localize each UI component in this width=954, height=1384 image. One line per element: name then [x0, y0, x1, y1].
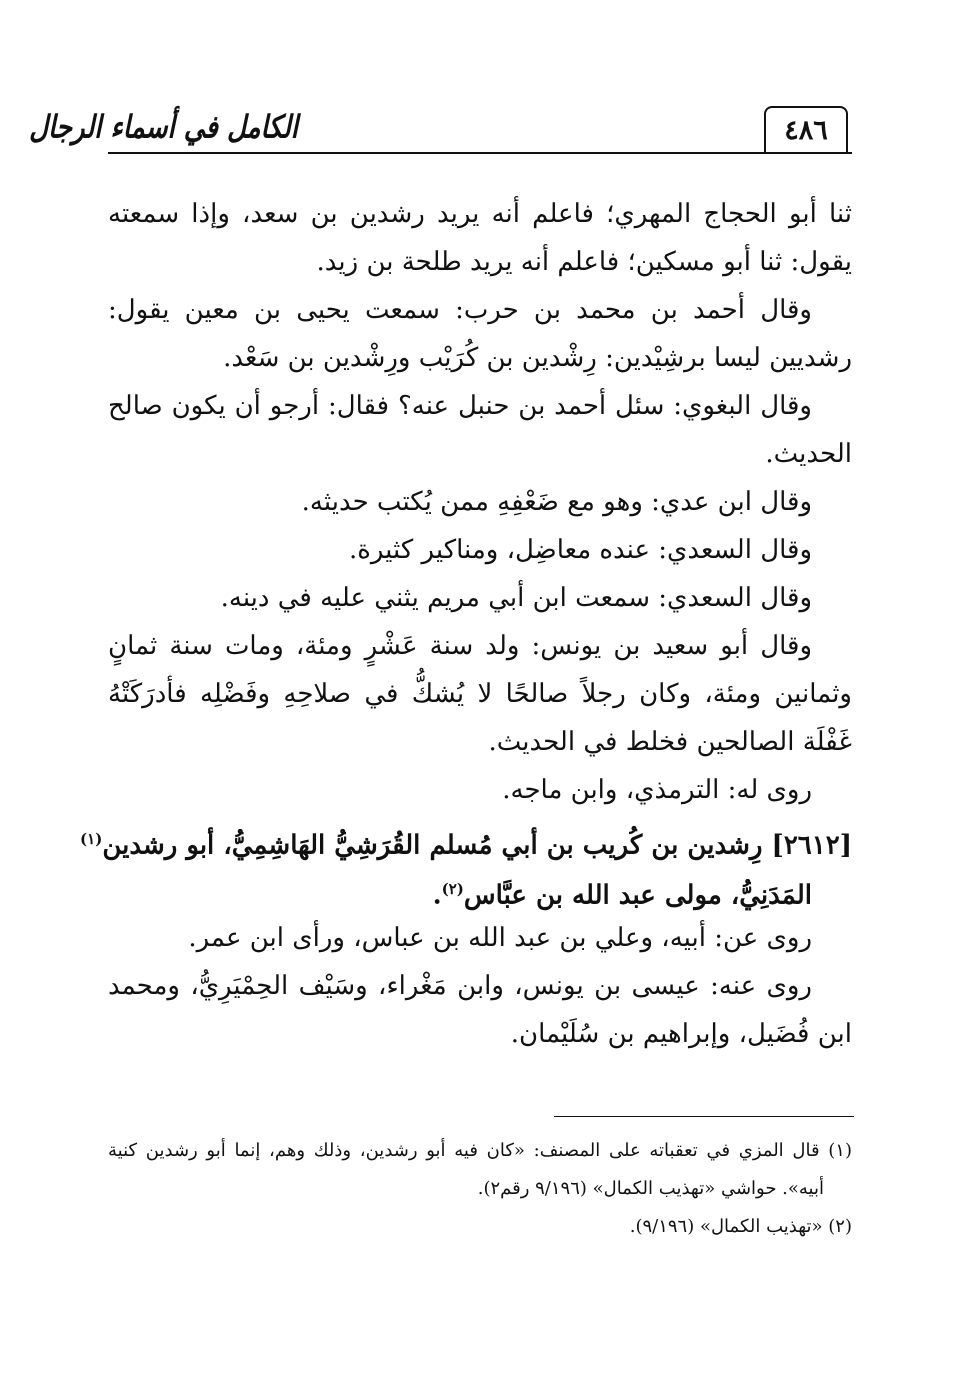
- footnote-ref: (٢): [441, 880, 464, 898]
- header-rule: [108, 152, 852, 154]
- entry-line: روى عنه: عيسى بن يونس، وابن مَغْراء، وسَيْف الحِمْيَرِيُّ، ومحمد: [108, 971, 812, 1001]
- entry-name: رِشدين بن كُريب بن أبي مُسلم القُرَشِيُّ الهَاشِمِيُّ، أبو رشدين: [102, 830, 763, 861]
- page-header: [29, 102, 852, 158]
- page-number: ٤٨٦: [764, 106, 848, 152]
- body-line: رشديين ليسا برشِيْدين: رِشْدين بن كُرَيْب ورِشْدين بن سَعْد.: [223, 343, 852, 373]
- body-line: الحديث.: [765, 439, 852, 469]
- footnote-line: (٢) «تهذيب الكمال» (٩/١٩٦).: [629, 1216, 852, 1237]
- body-line: وقال البغوي: سئل أحمد بن حنبل عنه؟ فقال: أرجو أن يكون صالح: [108, 391, 812, 421]
- body-line: ثنا أبو الحجاج المهري؛ فاعلم أنه يريد رشدين بن سعد، وإذا سمعته: [108, 199, 852, 229]
- footnote-line: (١) قال المزي في تعقباته على المصنف: «كان فيه أبو رشدين، وذلك وهم، إنما أبو رشدين كنية: [108, 1140, 852, 1161]
- body-line: وقال ابن عدي: وهو مع ضَعْفِهِ ممن يُكتب حديثه.: [301, 487, 812, 517]
- body-line: غَفْلَة الصالحين فخلط في الحديث.: [488, 727, 852, 757]
- entry-number: [٢٦١٢]: [771, 830, 852, 861]
- body-line: روى له: الترمذي، وابن ماجه.: [502, 775, 812, 805]
- footnote-ref: (١): [80, 830, 103, 848]
- entry-heading: [80, 814, 852, 864]
- body-line: يقول: ثنا أبو مسكين؛ فاعلم أنه يريد طلحة بن زيد.: [316, 247, 852, 277]
- body-line: وقال أحمد بن محمد بن حرب: سمعت يحيى بن معين يقول:: [108, 295, 812, 325]
- footnotes: [108, 1132, 852, 1246]
- footnote-line: أبيه». حواشي «تهذيب الكمال» (٩/١٩٦ رقم٢).: [477, 1178, 824, 1199]
- body-line: وقال السعدي: سمعت ابن أبي مريم يثني عليه في دينه.: [220, 583, 812, 613]
- book-title: الكامل في أسماء الرجال: [29, 110, 298, 146]
- main-text: [80, 190, 852, 1058]
- body-line: وثمانين ومئة، وكان رجلاً صالحًا لا يُشكُّ في صلاحِهِ وفَضْلِه فأدرَكَتْهُ: [108, 679, 852, 709]
- entry-line: ابن فُضَيل، وإبراهيم بن سُلَيْمان.: [510, 1019, 852, 1049]
- body-line: وقال السعدي: عنده معاضِل، ومناكير كثيرة.: [348, 535, 812, 565]
- entry-line: روى عن: أبيه، وعلي بن عبد الله بن عباس، ورأى ابن عمر.: [188, 923, 812, 953]
- entry-name-continued: المَدَنِيُّ، مولى عبد الله بن عبَّاس: [463, 880, 812, 911]
- footnote-rule: [554, 1116, 854, 1117]
- entry-heading-continued: [108, 864, 852, 914]
- entry-heading-end: .: [432, 880, 442, 911]
- body-line: وقال أبو سعيد بن يونس: ولد سنة عَشْرٍ ومئة، ومات سنة ثمانٍ: [108, 631, 812, 661]
